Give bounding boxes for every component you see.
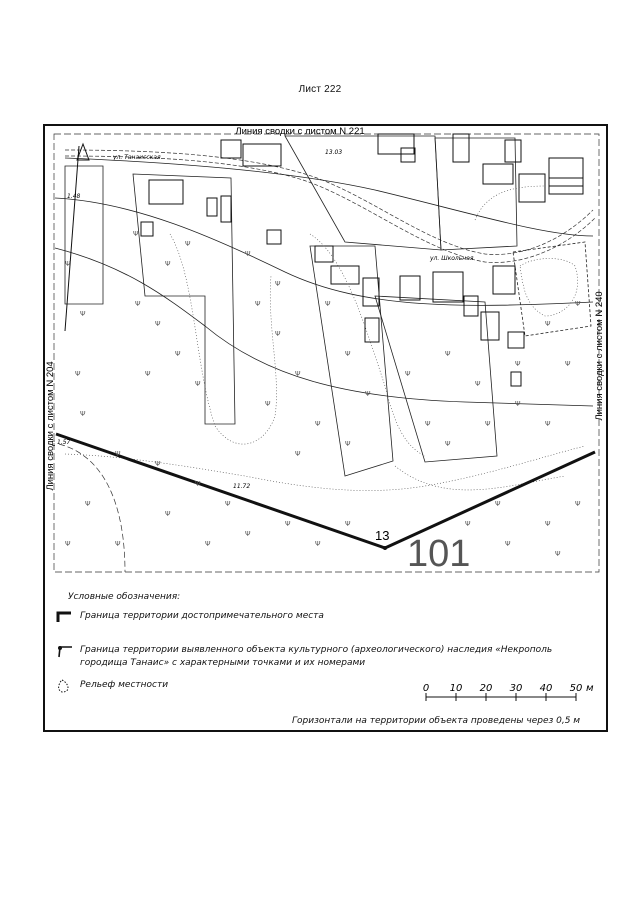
grass-symbol: Ψ <box>465 520 471 528</box>
parcel-left-long <box>65 166 103 304</box>
grass-symbol: Ψ <box>135 300 141 308</box>
grass-symbol: Ψ <box>295 370 301 378</box>
grass-symbol: Ψ <box>545 420 551 428</box>
grass-symbol: Ψ <box>175 350 181 358</box>
building <box>433 272 463 302</box>
elevation-label: 13.03 <box>325 149 343 156</box>
dashed-arc-lower <box>59 444 125 572</box>
grass-symbol: Ψ <box>575 300 581 308</box>
grass-symbol: Ψ <box>155 460 161 468</box>
grass-symbol: Ψ <box>325 300 331 308</box>
grass-symbol: Ψ <box>195 380 201 388</box>
grass-symbol: Ψ <box>85 500 91 508</box>
building <box>221 140 241 158</box>
vegetation-symbols <box>65 230 581 558</box>
parcel-top-mid <box>285 136 441 250</box>
grass-symbol: Ψ <box>495 500 501 508</box>
scale-tick-label: 50 <box>569 683 583 694</box>
grass-symbol: Ψ <box>265 400 271 408</box>
grass-symbol: Ψ <box>275 330 281 338</box>
street-label-left: ул. Танаисская <box>113 154 161 161</box>
building <box>267 230 281 244</box>
grass-symbol: Ψ <box>425 420 431 428</box>
grass-symbol: Ψ <box>545 520 551 528</box>
grass-symbol: Ψ <box>365 390 371 398</box>
elevation-label: 1.48 <box>67 193 81 200</box>
grass-symbol: Ψ <box>255 300 261 308</box>
building <box>401 148 415 162</box>
grass-symbol: Ψ <box>165 510 171 518</box>
scale-tick-label: 30 <box>509 683 523 694</box>
scale-tick-label: 0 <box>422 683 430 694</box>
boundary-line-middle <box>55 198 593 305</box>
grass-symbol: Ψ <box>195 480 201 488</box>
street-label-right: ул. Школьная <box>430 255 474 262</box>
grass-symbol: Ψ <box>133 230 139 238</box>
legend-title: Условные обозначения: <box>68 592 181 602</box>
contour-interval-note: Горизонтали на территории объекта проведены через 0,5 м <box>292 716 581 726</box>
grass-symbol: Ψ <box>75 370 81 378</box>
parcel-left-trapezoid <box>133 174 235 424</box>
cadastral-map <box>45 126 606 730</box>
grass-symbol: Ψ <box>115 450 121 458</box>
grass-symbol: Ψ <box>315 540 321 548</box>
building <box>149 180 183 204</box>
grass-symbol: Ψ <box>485 420 491 428</box>
grass-symbol: Ψ <box>65 540 71 548</box>
grass-symbol: Ψ <box>245 250 251 258</box>
building <box>221 196 231 222</box>
grass-symbol: Ψ <box>445 350 451 358</box>
grass-symbol: Ψ <box>80 310 86 318</box>
edge-label-right: Линия сводки с листом N 240 <box>594 291 605 421</box>
grass-symbol: Ψ <box>555 550 561 558</box>
building <box>365 318 379 342</box>
building <box>505 140 521 162</box>
grass-symbol: Ψ <box>225 500 231 508</box>
boundary-point-label: 13 <box>375 528 390 543</box>
scale-tick-label: 20 <box>479 683 493 694</box>
building <box>493 266 515 294</box>
building <box>483 164 513 184</box>
grass-symbol: Ψ <box>405 370 411 378</box>
grass-symbol: Ψ <box>445 440 451 448</box>
heritage-boundary <box>56 434 595 548</box>
grass-symbol: Ψ <box>155 320 161 328</box>
road-edge-upper <box>65 150 593 255</box>
edge-label-top: Линия сводки с листом N 221 <box>235 126 365 137</box>
grass-symbol: Ψ <box>285 520 291 528</box>
building <box>141 222 153 236</box>
scale-tick-label: 40 <box>539 683 553 694</box>
zone-number: 101 <box>407 533 471 575</box>
building <box>243 144 281 166</box>
grass-symbol: Ψ <box>345 520 351 528</box>
boundary-point-13 <box>383 546 387 550</box>
grass-symbol: Ψ <box>165 260 171 268</box>
grass-symbol: Ψ <box>185 240 191 248</box>
grass-symbol: Ψ <box>345 440 351 448</box>
building <box>315 246 333 262</box>
parcel-far-right <box>513 242 591 336</box>
building <box>481 312 499 340</box>
building <box>508 332 524 348</box>
grass-symbol: Ψ <box>515 360 521 368</box>
scale-unit: м <box>586 683 594 694</box>
edge-label-left: Линия сводки с листом N 204 <box>45 361 56 491</box>
heritage-boundary-icon <box>56 644 76 658</box>
grass-symbol: Ψ <box>205 540 211 548</box>
elevation-label: 1.57 <box>57 439 71 446</box>
grass-symbol: Ψ <box>65 260 71 268</box>
scale-tick-label: 10 <box>449 683 463 694</box>
building <box>464 296 478 316</box>
grass-symbol: Ψ <box>115 540 121 548</box>
relief-contour-icon <box>56 679 76 693</box>
parcel-right-large-b <box>375 296 497 462</box>
grass-symbol: Ψ <box>515 400 521 408</box>
boundary-line-lower <box>55 248 593 406</box>
building <box>400 276 420 300</box>
elevation-label: 11.72 <box>233 483 251 490</box>
grass-symbol: Ψ <box>565 360 571 368</box>
building <box>378 134 414 154</box>
building <box>331 266 359 284</box>
north-arrow-icon <box>65 144 89 331</box>
grass-symbol: Ψ <box>315 420 321 428</box>
building <box>207 198 217 216</box>
scale-bar <box>420 683 600 703</box>
grass-symbol: Ψ <box>545 320 551 328</box>
sheet-title: Лист 222 <box>298 84 342 95</box>
grass-symbol: Ψ <box>505 540 511 548</box>
building <box>519 174 545 202</box>
grass-symbol: Ψ <box>275 280 281 288</box>
building <box>549 158 583 186</box>
grass-symbol: Ψ <box>295 450 301 458</box>
boundary-line-upper <box>65 158 593 236</box>
scale-bar-graphic <box>420 683 600 707</box>
legend-text: Граница территории достопримечательного места <box>80 611 324 621</box>
grass-symbol: Ψ <box>80 410 86 418</box>
grass-symbol: Ψ <box>575 500 581 508</box>
grass-symbol: Ψ <box>245 530 251 538</box>
building <box>511 372 521 386</box>
legend-text: Рельеф местности <box>80 680 169 690</box>
buildings <box>141 134 583 386</box>
grass-symbol: Ψ <box>475 380 481 388</box>
relief-contours <box>65 186 585 491</box>
thick-boundary-icon <box>56 610 76 624</box>
legend-text: Граница территории выявленного объекта культурного (археологического) наследия «Некрополь городища Танаис» с характерными точками и их номерами <box>80 645 553 668</box>
grass-symbol: Ψ <box>145 370 151 378</box>
parcel-right-large-a <box>310 246 393 476</box>
grass-symbol: Ψ <box>345 350 351 358</box>
